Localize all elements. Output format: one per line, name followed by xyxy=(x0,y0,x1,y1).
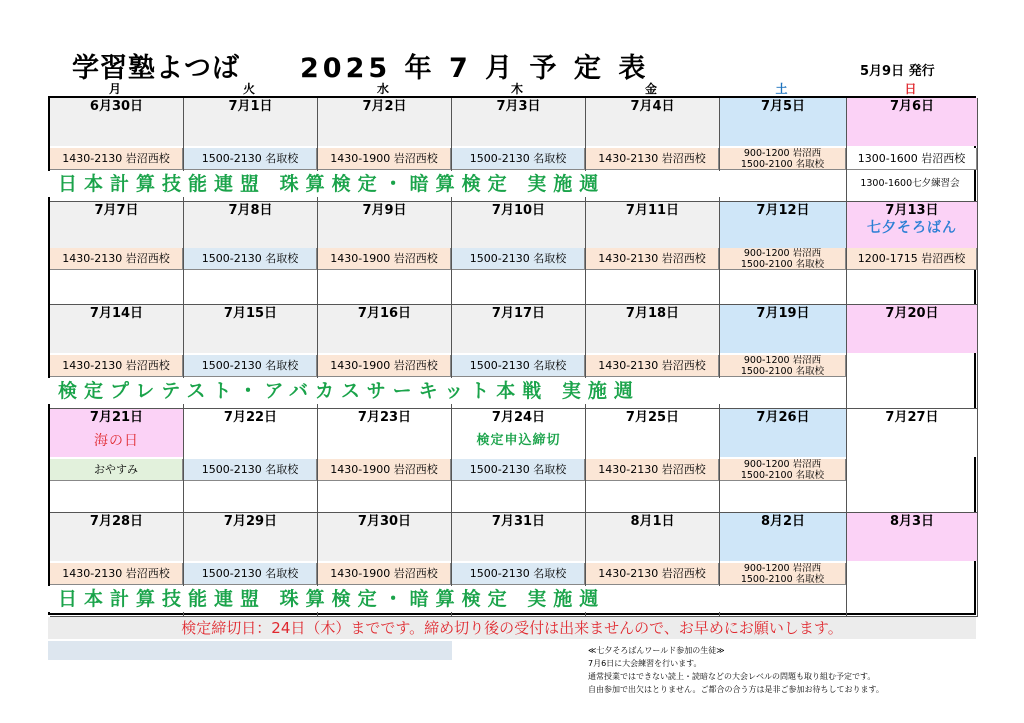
day-date: 7月9日 xyxy=(362,203,407,218)
day-date: 7月14日 xyxy=(89,306,144,321)
footer-color-bar xyxy=(48,641,452,660)
footer-note-line: 7月6日に大会練習を行います。 xyxy=(588,659,702,668)
opening-hours xyxy=(452,148,585,170)
calendar-day-cell xyxy=(184,202,318,305)
day-date: 7月2日 xyxy=(362,99,407,114)
day-of-week-label: 日 xyxy=(904,82,917,96)
opening-hours-line: 1500-2130 名取校 xyxy=(469,359,567,372)
footer-note-line: 自由参加で出欠はとりません。ご都合の合う方は是非ご参加お待ちしております。 xyxy=(588,685,884,694)
day-date: 7月21日 xyxy=(89,410,144,425)
opening-hours xyxy=(586,563,719,585)
day-date: 7月27日 xyxy=(885,410,939,425)
opening-hours xyxy=(318,355,451,377)
opening-hours xyxy=(452,355,585,377)
opening-hours xyxy=(720,563,846,585)
day-date: 8月3日 xyxy=(889,514,935,529)
day-date: 7月7日 xyxy=(94,203,139,218)
calendar-day-cell xyxy=(847,513,978,617)
opening-hours-line: 1430-2130 岩沼西校 xyxy=(62,567,170,580)
day-date: 7月30日 xyxy=(357,514,412,529)
day-date: 7月26日 xyxy=(756,410,810,425)
opening-hours-line: 1500-2100 名取校 xyxy=(740,159,825,170)
opening-hours-line: 1430-2130 岩沼西校 xyxy=(62,152,170,165)
day-of-week-label: 土 xyxy=(775,82,788,96)
opening-hours-line: 1430-2130 岩沼西校 xyxy=(62,252,170,265)
opening-hours-line: 1500-2130 名取校 xyxy=(469,463,567,476)
opening-hours-line: 1500-2100 名取校 xyxy=(740,366,825,377)
day-date: 7月28日 xyxy=(89,514,144,529)
opening-hours xyxy=(720,248,846,270)
opening-hours xyxy=(720,355,846,377)
opening-hours xyxy=(318,563,451,585)
day-date: 7月20日 xyxy=(885,306,939,321)
footer-note-heading: ≪七夕そろばんワールド参加の生徒≫ xyxy=(588,646,725,655)
day-date: 7月25日 xyxy=(625,410,680,425)
opening-hours-line: 1430-1900 岩沼西校 xyxy=(330,567,438,580)
day-date: 7月31日 xyxy=(491,514,546,529)
day-date: 7月4日 xyxy=(630,99,675,114)
week-banner: 日本計算技能連盟 珠算検定・暗算検定 実施週 xyxy=(48,171,845,197)
opening-hours-line: 900-1200 岩沼西 xyxy=(743,355,822,366)
footer-notes xyxy=(588,644,1018,696)
opening-hours-line: 1500-2130 名取校 xyxy=(469,567,567,580)
opening-hours xyxy=(184,248,317,270)
opening-hours xyxy=(184,459,317,481)
opening-hours-line: 1430-1900 岩沼西校 xyxy=(330,359,438,372)
day-of-week-label: 月 xyxy=(108,82,121,96)
opening-hours xyxy=(720,148,846,170)
opening-hours xyxy=(586,248,719,270)
day-date: 7月24日 xyxy=(491,410,546,425)
day-date: 7月11日 xyxy=(625,203,680,218)
day-event-note: 検定申込締切 xyxy=(476,433,561,448)
day-date: 7月8日 xyxy=(228,203,273,218)
opening-hours-line: 1430-2130 岩沼西校 xyxy=(62,359,170,372)
day-of-week-label: 木 xyxy=(510,82,523,96)
week-banner: 検定プレテスト・アバカスサーキット本戦 実施週 xyxy=(48,378,845,404)
day-date: 7月29日 xyxy=(223,514,278,529)
calendar-day-cell xyxy=(50,202,184,305)
opening-hours-line: 1500-2100 名取校 xyxy=(740,259,825,270)
opening-hours xyxy=(452,248,585,270)
opening-hours xyxy=(452,563,585,585)
opening-hours xyxy=(184,355,317,377)
sunday-side-note: 1300-1600七夕練習会 xyxy=(860,178,960,189)
day-date: 7月17日 xyxy=(491,306,546,321)
opening-hours xyxy=(847,248,977,270)
opening-hours-line: 1300-1600 岩沼西校 xyxy=(857,152,966,165)
calendar-day-cell xyxy=(452,409,586,513)
opening-hours-line: 1500-2130 名取校 xyxy=(201,252,299,265)
day-date: 7月3日 xyxy=(496,99,541,114)
day-date: 8月2日 xyxy=(760,514,806,529)
day-date: 7月19日 xyxy=(756,306,810,321)
day-date: 7月6日 xyxy=(889,99,935,114)
opening-hours-line: 900-1200 岩沼西 xyxy=(743,563,822,574)
opening-hours-line: 1500-2100 名取校 xyxy=(740,470,825,481)
day-date: 7月15日 xyxy=(223,306,278,321)
day-date: 7月5日 xyxy=(760,99,806,114)
opening-hours-line: 1500-2130 名取校 xyxy=(469,152,567,165)
day-date: 7月18日 xyxy=(625,306,680,321)
opening-hours-line: 1430-2130 岩沼西校 xyxy=(598,359,706,372)
deadline-notice: 検定締切日：24日（木）までです。締め切り後の受付は出来ませんので、お早めにお願いします。 xyxy=(181,619,843,637)
opening-hours xyxy=(318,148,451,170)
day-date: 7月12日 xyxy=(756,203,810,218)
calendar-day-cell xyxy=(847,409,978,513)
opening-hours-line: 1200-1715 岩沼西校 xyxy=(857,252,966,265)
opening-hours-line: 1430-1900 岩沼西校 xyxy=(330,252,438,265)
calendar-day-cell xyxy=(586,202,720,305)
day-date: 7月1日 xyxy=(228,99,273,114)
issued-date: 5月9日 発行 xyxy=(860,64,935,79)
title-bar xyxy=(0,44,1024,84)
opening-hours-line: 1500-2130 名取校 xyxy=(201,567,299,580)
opening-hours-line: 1500-2130 名取校 xyxy=(201,359,299,372)
opening-hours-line: 1500-2130 名取校 xyxy=(469,252,567,265)
opening-hours xyxy=(847,148,977,170)
opening-hours-line: 900-1200 岩沼西 xyxy=(743,459,822,470)
calendar-day-cell xyxy=(50,409,184,513)
opening-hours-line: 900-1200 岩沼西 xyxy=(743,248,822,259)
opening-hours xyxy=(720,459,846,481)
calendar-day-cell xyxy=(452,202,586,305)
school-name: 学習塾よつば xyxy=(72,53,240,84)
page-title: 2025 年 7 月 予 定 表 xyxy=(300,53,650,84)
opening-hours-line: おやすみ xyxy=(94,463,138,476)
day-of-week-header xyxy=(48,82,976,96)
opening-hours xyxy=(50,355,183,377)
opening-hours xyxy=(184,563,317,585)
week-banner: 日本計算技能連盟 珠算検定・暗算検定 実施週 xyxy=(48,586,845,612)
day-of-week-label: 金 xyxy=(644,82,657,96)
opening-hours xyxy=(50,248,183,270)
day-date: 7月10日 xyxy=(491,203,546,218)
opening-hours-line: 1500-2130 名取校 xyxy=(201,152,299,165)
calendar-day-cell xyxy=(720,409,847,513)
day-date: 6月30日 xyxy=(89,99,144,114)
opening-hours-line: 1430-1900 岩沼西校 xyxy=(330,463,438,476)
opening-hours xyxy=(586,355,719,377)
opening-hours-line: 1430-2130 岩沼西校 xyxy=(598,152,706,165)
opening-hours xyxy=(50,563,183,585)
opening-hours-line: 1500-2130 名取校 xyxy=(201,463,299,476)
day-of-week-label: 火 xyxy=(242,82,255,96)
opening-hours-line: 1430-2130 岩沼西校 xyxy=(598,567,706,580)
day-of-week-label: 水 xyxy=(376,82,389,96)
opening-hours xyxy=(586,148,719,170)
calendar-day-cell xyxy=(318,202,452,305)
opening-hours-line: 1430-2130 岩沼西校 xyxy=(598,252,706,265)
calendar-day-cell xyxy=(847,202,978,305)
opening-hours xyxy=(318,248,451,270)
day-event-note: 七夕そろばん xyxy=(867,220,957,236)
opening-hours-line: 1430-2130 岩沼西校 xyxy=(598,463,706,476)
day-date: 7月23日 xyxy=(357,410,412,425)
day-date: 7月13日 xyxy=(885,203,939,218)
opening-hours xyxy=(318,459,451,481)
opening-hours-line: 1430-1900 岩沼西校 xyxy=(330,152,438,165)
calendar-day-cell xyxy=(184,409,318,513)
opening-hours xyxy=(586,459,719,481)
opening-hours xyxy=(184,148,317,170)
calendar-day-cell xyxy=(318,409,452,513)
day-date: 7月16日 xyxy=(357,306,412,321)
opening-hours xyxy=(50,459,183,481)
calendar-day-cell xyxy=(847,305,978,409)
day-date: 8月1日 xyxy=(630,514,675,529)
day-date: 7月22日 xyxy=(223,410,278,425)
calendar-day-cell xyxy=(586,409,720,513)
footer-note-line: 通常授業ではできない読上・読暗などの大会レベルの問題も取り組む予定です。 xyxy=(588,672,876,681)
calendar-day-cell xyxy=(720,202,847,305)
opening-hours xyxy=(452,459,585,481)
day-event-note: 海の日 xyxy=(94,433,139,449)
opening-hours-line: 900-1200 岩沼西 xyxy=(743,148,822,159)
opening-hours xyxy=(50,148,183,170)
opening-hours-line: 1500-2100 名取校 xyxy=(740,574,825,585)
